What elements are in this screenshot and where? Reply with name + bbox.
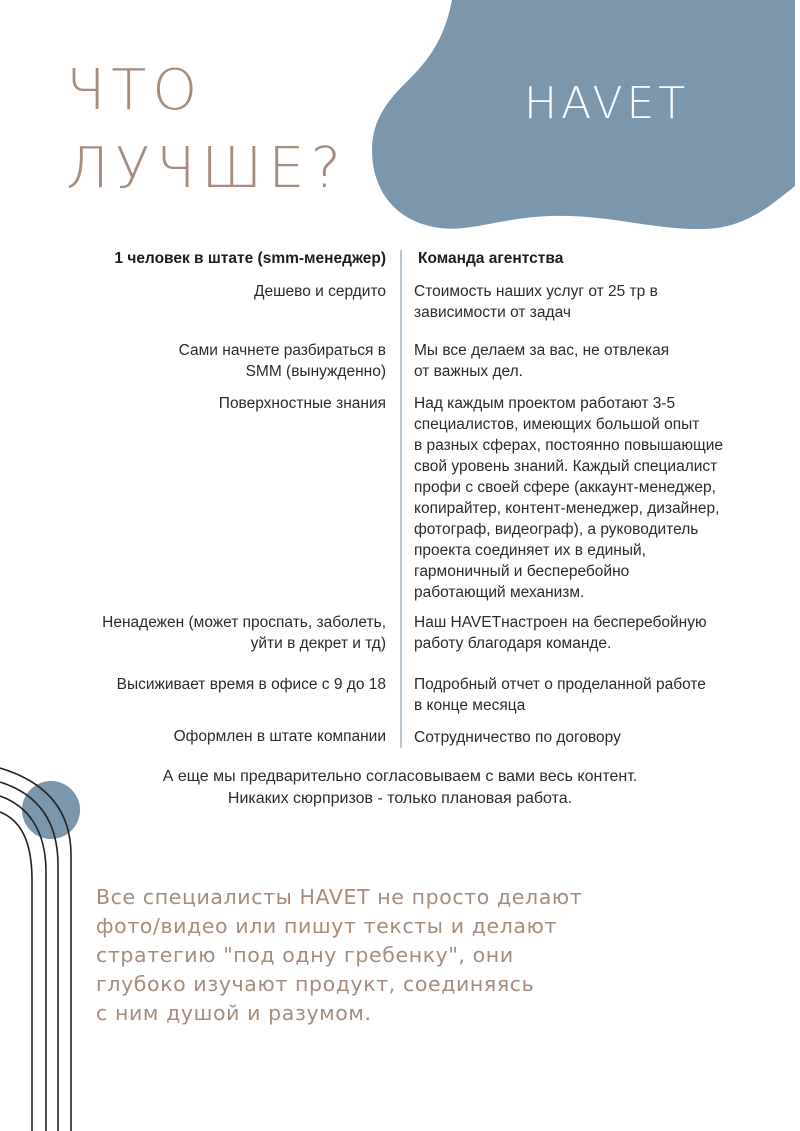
right-cell-line: в разных сферах, постоянно повышающие <box>414 437 724 454</box>
left-cell-3 <box>219 393 386 414</box>
left-cell-line: Оформлен в штате компании <box>173 728 386 745</box>
left-cell-4 <box>102 612 386 654</box>
closing-line: с ним душой и разумом. <box>96 1001 372 1025</box>
left-cell-5 <box>117 674 386 695</box>
closing-line: фото/видео или пишут тексты и делают <box>96 914 557 938</box>
right-cell-line: Подробный отчет о проделанной работе <box>414 676 706 693</box>
closing-line: глубоко изучают продукт, соединяясь <box>96 972 535 996</box>
note-line-1: А еще мы предварительно согласовываем с вами весь контент. <box>162 768 638 785</box>
title-line-2: ЛУЧШЕ? <box>66 136 348 201</box>
right-cell-line: от важных дел. <box>414 363 523 380</box>
right-cell-line: проекта соединяет их в единый, <box>414 542 646 559</box>
right-cell-line: профи с своей сфере (аккаунт-менеджер, <box>414 479 716 496</box>
page-title <box>66 52 347 208</box>
right-cell-line: в конце месяца <box>414 697 526 714</box>
right-cell-line: гармоничный и бесперебойно <box>414 563 630 580</box>
right-cell-5 <box>414 674 764 716</box>
right-cell-6 <box>414 727 764 748</box>
right-cell-line: копирайтер, контент-менеджер, дизайнер, <box>414 500 720 517</box>
right-column-header: Команда агентства <box>418 250 564 267</box>
left-cell-line: SMM (вынужденно) <box>245 363 386 380</box>
column-divider <box>400 250 402 748</box>
left-column-header: 1 человек в штате (smm-менеджер) <box>114 250 386 267</box>
arch-line-4 <box>0 812 32 1131</box>
right-cell-line: Сотрудничество по договору <box>414 729 621 746</box>
arch-lines-decoration <box>0 760 90 1131</box>
right-cell-line: работу благодаря команде. <box>414 635 612 652</box>
left-cell-2 <box>179 340 386 382</box>
left-cell-line: Сами начнете разбираться в <box>178 342 386 359</box>
right-cell-2 <box>414 340 764 382</box>
right-cell-line: Наш HAVETнастроен на бесперебойную <box>414 614 707 631</box>
title-line-1: ЧТО <box>66 58 204 123</box>
left-cell-6 <box>174 726 386 747</box>
left-cell-line: Ненадежен (может проспать, заболеть, <box>102 614 386 631</box>
right-cell-line: фотограф, видеограф), а руководитель <box>414 521 699 538</box>
left-cell-line: Поверхностные знания <box>218 395 386 412</box>
right-cell-line: свой уровень знаний. Каждый специалист <box>414 458 718 475</box>
content-approval-note <box>100 766 700 810</box>
closing-line: стратегию "под одну гребенку", они <box>96 943 514 967</box>
left-cell-line: Высиживает время в офисе с 9 до 18 <box>116 676 386 693</box>
right-cell-line: Над каждым проектом работают 3-5 <box>414 395 676 412</box>
closing-statement <box>96 883 656 1028</box>
brand-logo-text: HAVET <box>524 78 690 129</box>
closing-line: Все специалисты HAVET не просто делают <box>96 885 583 909</box>
left-cell-line: уйти в декрет и тд) <box>250 635 386 652</box>
left-cell-line: Дешево и сердито <box>253 283 386 300</box>
note-line-2: Никаких сюрпризов - только плановая работа. <box>227 790 573 807</box>
decor-circle <box>22 781 80 839</box>
arch-line-3 <box>0 796 46 1131</box>
right-cell-line: специалистов, имеющих большой опыт <box>414 416 700 433</box>
right-cell-line: зависимости от задач <box>414 304 571 321</box>
right-cell-line: Мы все делаем за вас, не отвлекая <box>414 342 670 359</box>
right-cell-3 <box>414 393 764 603</box>
right-cell-line: Стоимость наших услуг от 25 тр в <box>414 283 658 300</box>
right-cell-1 <box>414 281 764 323</box>
right-cell-line: работающий механизм. <box>414 584 585 601</box>
right-cell-4 <box>414 612 764 654</box>
left-cell-1 <box>254 281 386 302</box>
